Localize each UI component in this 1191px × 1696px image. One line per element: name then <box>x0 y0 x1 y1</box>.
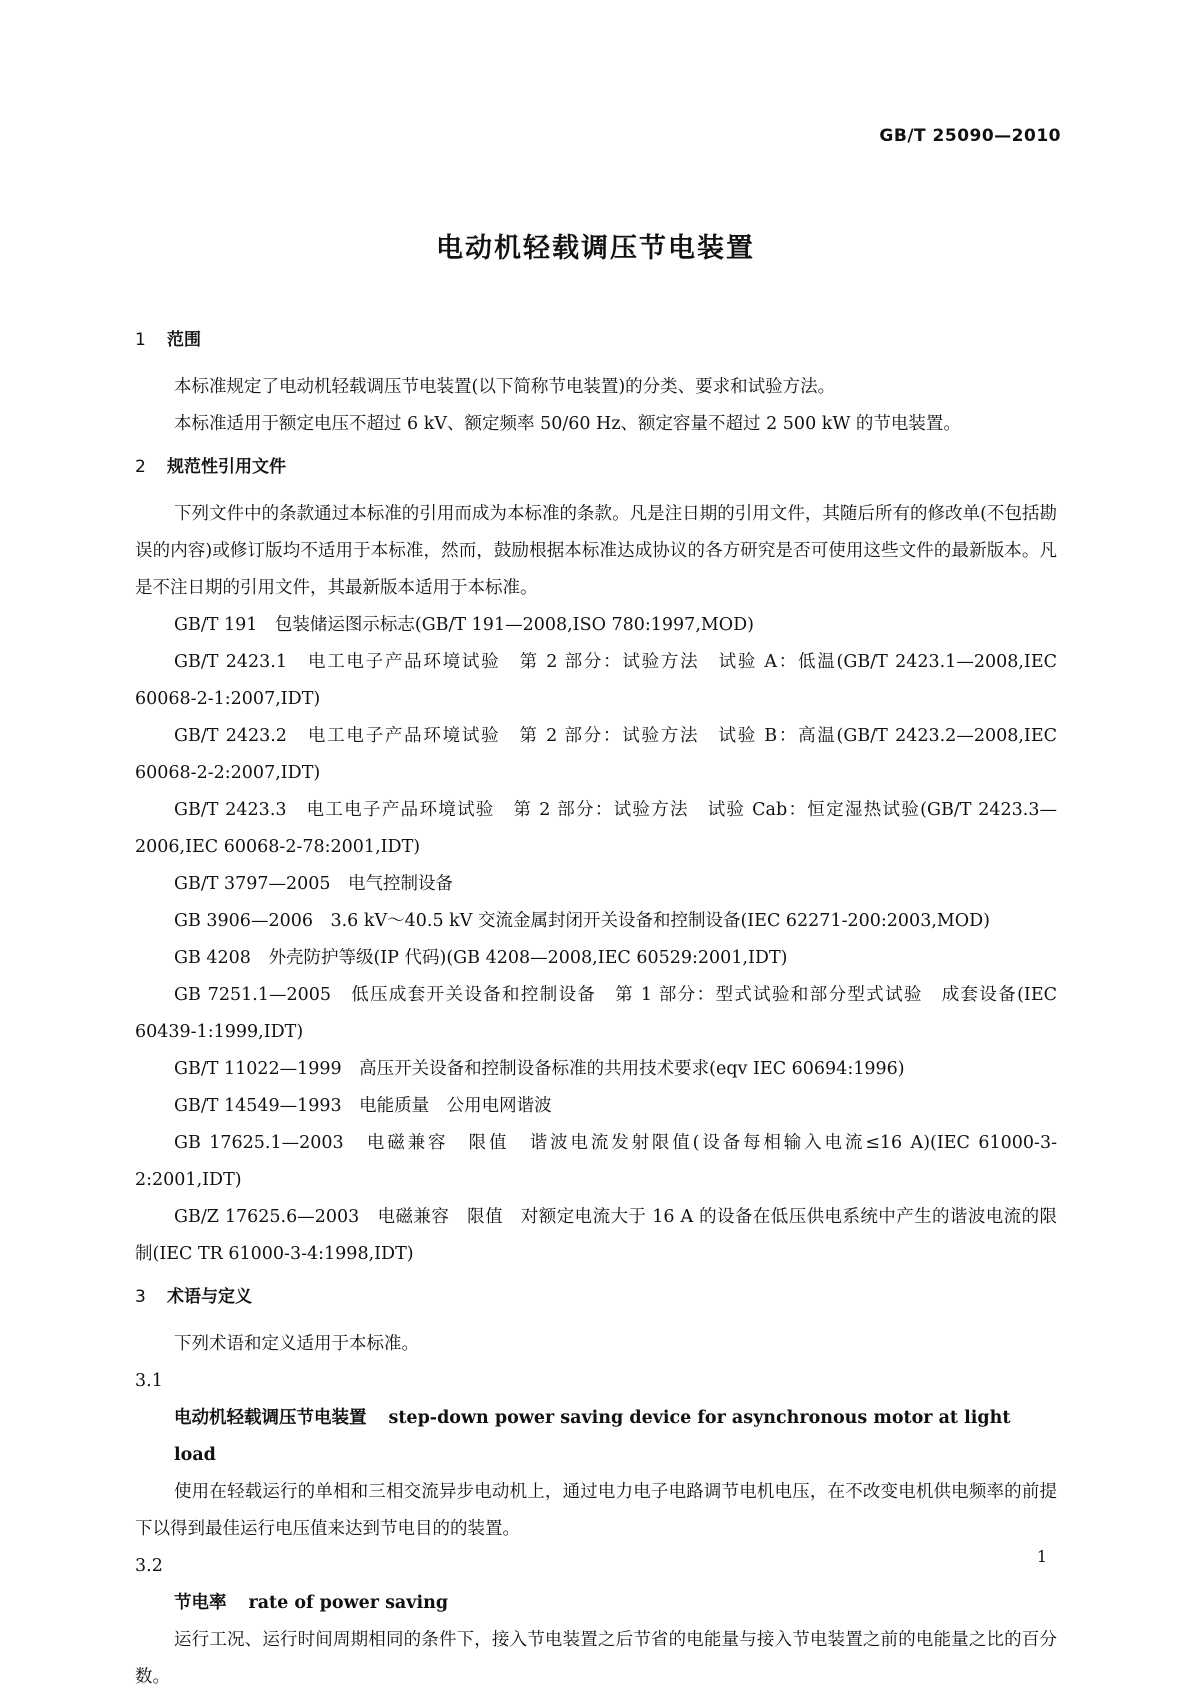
section-number: 1 <box>135 330 146 350</box>
reference-item: GB/T 11022—1999 高压开关设备和控制设备标准的共用技术要求(eqv IEC 60694:1996) <box>174 1059 905 1079</box>
reference-item: GB 4208 外壳防护等级(IP 代码)(GB 4208—2008,IEC 60529:2001,IDT) <box>174 948 788 968</box>
reference-item: GB/T 191 包装储运图示标志(GB/T 191—2008,ISO 780:1997,MOD) <box>174 615 755 635</box>
term-definition: 运行工况、运行时间周期相同的条件下，接入节电装置之后节省的电能量与接入节电装置之前的电能量之比的百分数。 <box>135 1630 1057 1687</box>
paragraph: 本标准规定了电动机轻载调压节电装置(以下简称节电装置)的分类、要求和试验方法。 <box>174 377 836 397</box>
reference-item: GB/Z 17625.6—2003 电磁兼容 限值 对额定电流大于 16 A 的设备在低压供电系统中产生的谐波电流的限制(IEC TR 61000-3-4:1998,IDT) <box>135 1207 1057 1264</box>
standard-code: GB/T 25090—2010 <box>879 126 1061 146</box>
page-number: 1 <box>1036 1547 1047 1566</box>
section-heading-scope <box>135 322 1057 359</box>
document-body <box>135 318 1057 1696</box>
reference-item: GB/T 14549—1993 电能质量 公用电网谐波 <box>174 1096 552 1116</box>
section-heading-terms-definitions <box>135 1279 1057 1316</box>
term-number: 3.2 <box>135 1556 163 1576</box>
section-number: 2 <box>135 457 146 477</box>
reference-item: GB 7251.1—2005 低压成套开关设备和控制设备 第 1 部分：型式试验和部分型式试验 成套设备(IEC 60439-1:1999,IDT) <box>135 985 1057 1042</box>
paragraph: 下列术语和定义适用于本标准。 <box>174 1334 419 1354</box>
reference-item: GB/T 2423.2 电工电子产品环境试验 第 2 部分：试验方法 试验 B：高温(GB/T 2423.2—2008,IEC 60068-2-2:2007,IDT) <box>135 726 1057 783</box>
term-entry <box>135 1400 1057 1474</box>
section-number: 3 <box>135 1287 146 1307</box>
reference-item: GB 17625.1—2003 电磁兼容 限值 谐波电流发射限值(设备每相输入电流≤16 A)(IEC 61000-3-2:2001,IDT) <box>135 1133 1057 1190</box>
reference-item: GB/T 3797—2005 电气控制设备 <box>174 874 454 894</box>
term-number: 3.1 <box>135 1371 163 1391</box>
term-name-en: step-down power saving device for asynchronous motor at light load <box>174 1408 1011 1465</box>
paragraph: 本标准适用于额定电压不超过 6 kV、额定频率 50/60 Hz、额定容量不超过 2 500 kW 的节电装置。 <box>174 414 961 434</box>
reference-item: GB/T 2423.3 电工电子产品环境试验 第 2 部分：试验方法 试验 Cab：恒定湿热试验(GB/T 2423.3—2006,IEC 60068-2-78:2001,IDT) <box>135 800 1057 857</box>
term-name-zh: 电动机轻载调压节电装置 <box>174 1408 367 1428</box>
section-title: 范围 <box>167 330 201 350</box>
term-entry <box>135 1585 1057 1622</box>
term-name-en: rate of power saving <box>248 1593 449 1613</box>
section-title: 术语与定义 <box>167 1287 252 1307</box>
section-title: 规范性引用文件 <box>167 457 286 477</box>
reference-item: GB/T 2423.1 电工电子产品环境试验 第 2 部分：试验方法 试验 A：低温(GB/T 2423.1—2008,IEC 60068-2-1:2007,IDT) <box>135 652 1057 709</box>
term-name-zh: 节电率 <box>174 1593 227 1613</box>
paragraph: 下列文件中的条款通过本标准的引用而成为本标准的条款。凡是注日期的引用文件，其随后所有的修改单(不包括勘误的内容)或修订版均不适用于本标准，然而，鼓励根据本标准达成协议的各方研究是否可使用这些文件的最新版本。凡是不注日期的引用文件，其最新版本适用于本标准。 <box>135 504 1057 598</box>
term-definition: 使用在轻载运行的单相和三相交流异步电动机上，通过电力电子电路调节电机电压，在不改变电机供电频率的前提下以得到最佳运行电压值来达到节电目的的装置。 <box>135 1482 1057 1539</box>
section-heading-normative-references <box>135 449 1057 486</box>
reference-item: GB 3906—2006 3.6 kV～40.5 kV 交流金属封闭开关设备和控制设备(IEC 62271-200:2003,MOD) <box>174 911 991 931</box>
page-title: 电动机轻载调压节电装置 <box>436 233 755 264</box>
